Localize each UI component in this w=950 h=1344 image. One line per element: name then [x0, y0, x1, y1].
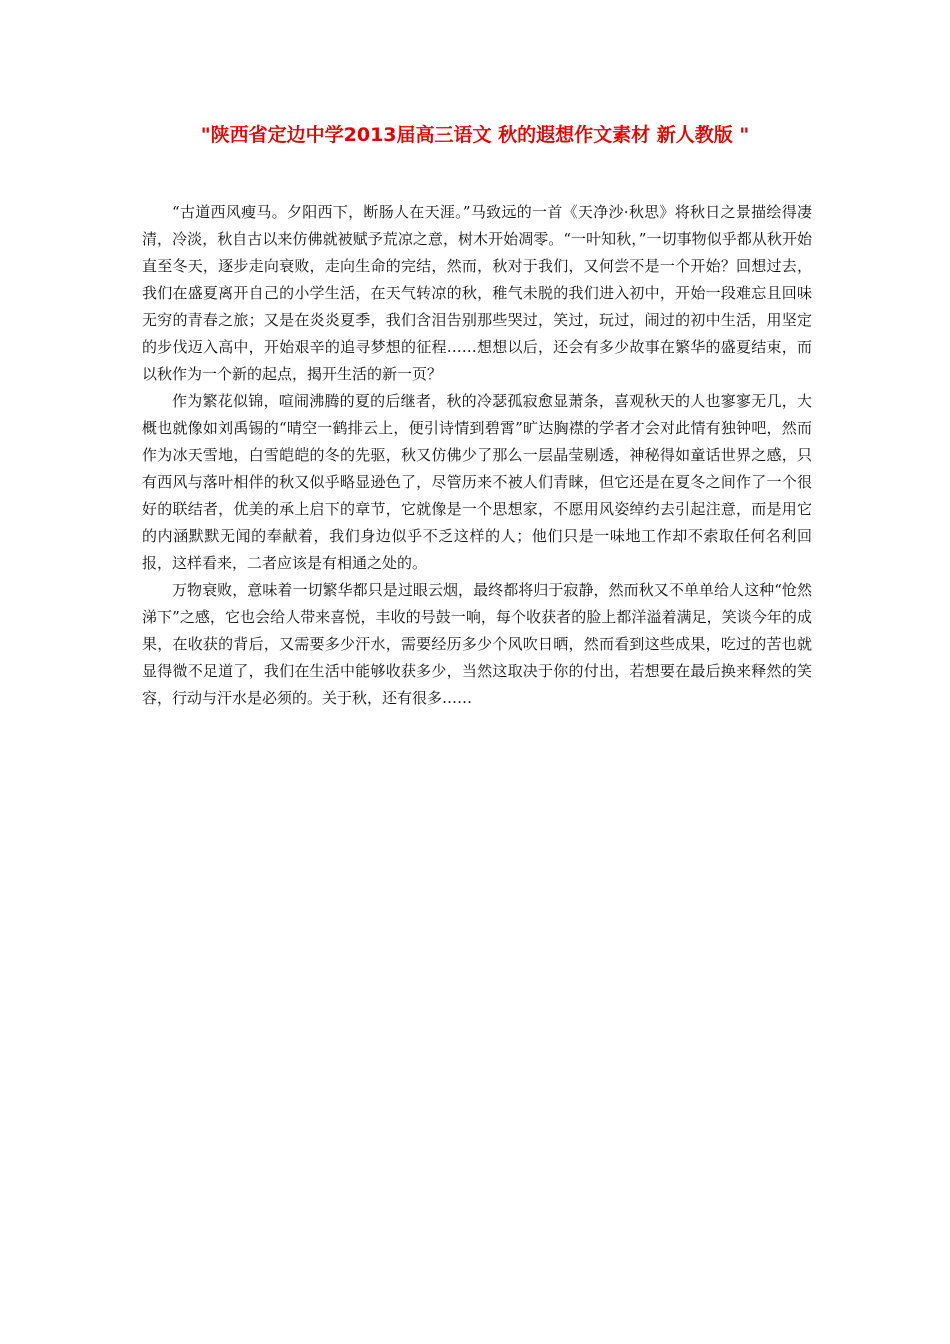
paragraph-3: 万物衰败，意味着一切繁华都只是过眼云烟，最终都将归于寂静，然而秋又不单单给人这种“怆然涕下”之感，它也会给人带来喜悦，丰收的号鼓一响，每个收获者的脸上都洋溢着满足，笑谈今年的成果，在收获的背后，又需要多少汗水，需要经历多少个风吹日晒，然而看到这些成果，吃过的苦也就显得微不足道了，我们在生活中能够收获多少，当然这取决于你的付出，若想要在最后换来释然的笑容，行动与汗水是必须的。关于秋，还有很多……	[142, 581, 812, 707]
paragraph-1: “古道西风瘦马。夕阳西下，断肠人在天涯。”马致远的一首《天净沙·秋思》将秋日之景描绘得凄清，冷淡，秋自古以来仿佛就被赋予荒凉之意，树木开始凋零。“一叶知秋，”一切事物似乎都从秋开始直至冬天，逐步走向衰败，走向生命的完结，然而，秋对于我们，又何尝不是一个开始？回想过去，我们在盛夏离开自己的小学生活，在天气转凉的秋，稚气未脱的我们进入初中，开始一段难忘且回味无穷的青春之旅；又是在炎炎夏季，我们含泪告别那些哭过，笑过，玩过，闹过的初中生活，用坚定的步伐迈入高中，开始艰辛的追寻梦想的征程……想想以后，还会有多少故事在繁华的盛夏结束，而以秋作为一个新的起点，揭开生活的新一页？	[142, 203, 812, 383]
document-title: "陕西省定边中学2013届高三语文 秋的遐想作文素材 新人教版 "	[200, 124, 750, 146]
paragraph-2: 作为繁花似锦，喧闹沸腾的夏的后继者，秋的冷瑟孤寂愈显萧条，喜观秋天的人也寥寥无几，大概也就像如刘禹锡的“晴空一鹤排云上，便引诗情到碧霄”旷达胸襟的学者才会对此情有独钟吧，然而作为冰天雪地，白雪皑皑的冬的先驱，秋又仿佛少了那么一层晶莹剔透，神秘得如童话世界之感，只有西风与落叶相伴的秋又似乎略显逊色了，尽管历来不被人们青睐，但它还是在夏冬之间作了一个很好的联结者，优美的承上启下的章节，它就像是一个思想家，不愿用风姿绰约去引起注意，而是用它的内涵默默无闻的奉献着，我们身边似乎不乏这样的人；他们只是一味地工作却不索取任何名利回报，这样看来，二者应该是有相通之处的。	[142, 392, 812, 572]
document-body	[142, 199, 812, 712]
